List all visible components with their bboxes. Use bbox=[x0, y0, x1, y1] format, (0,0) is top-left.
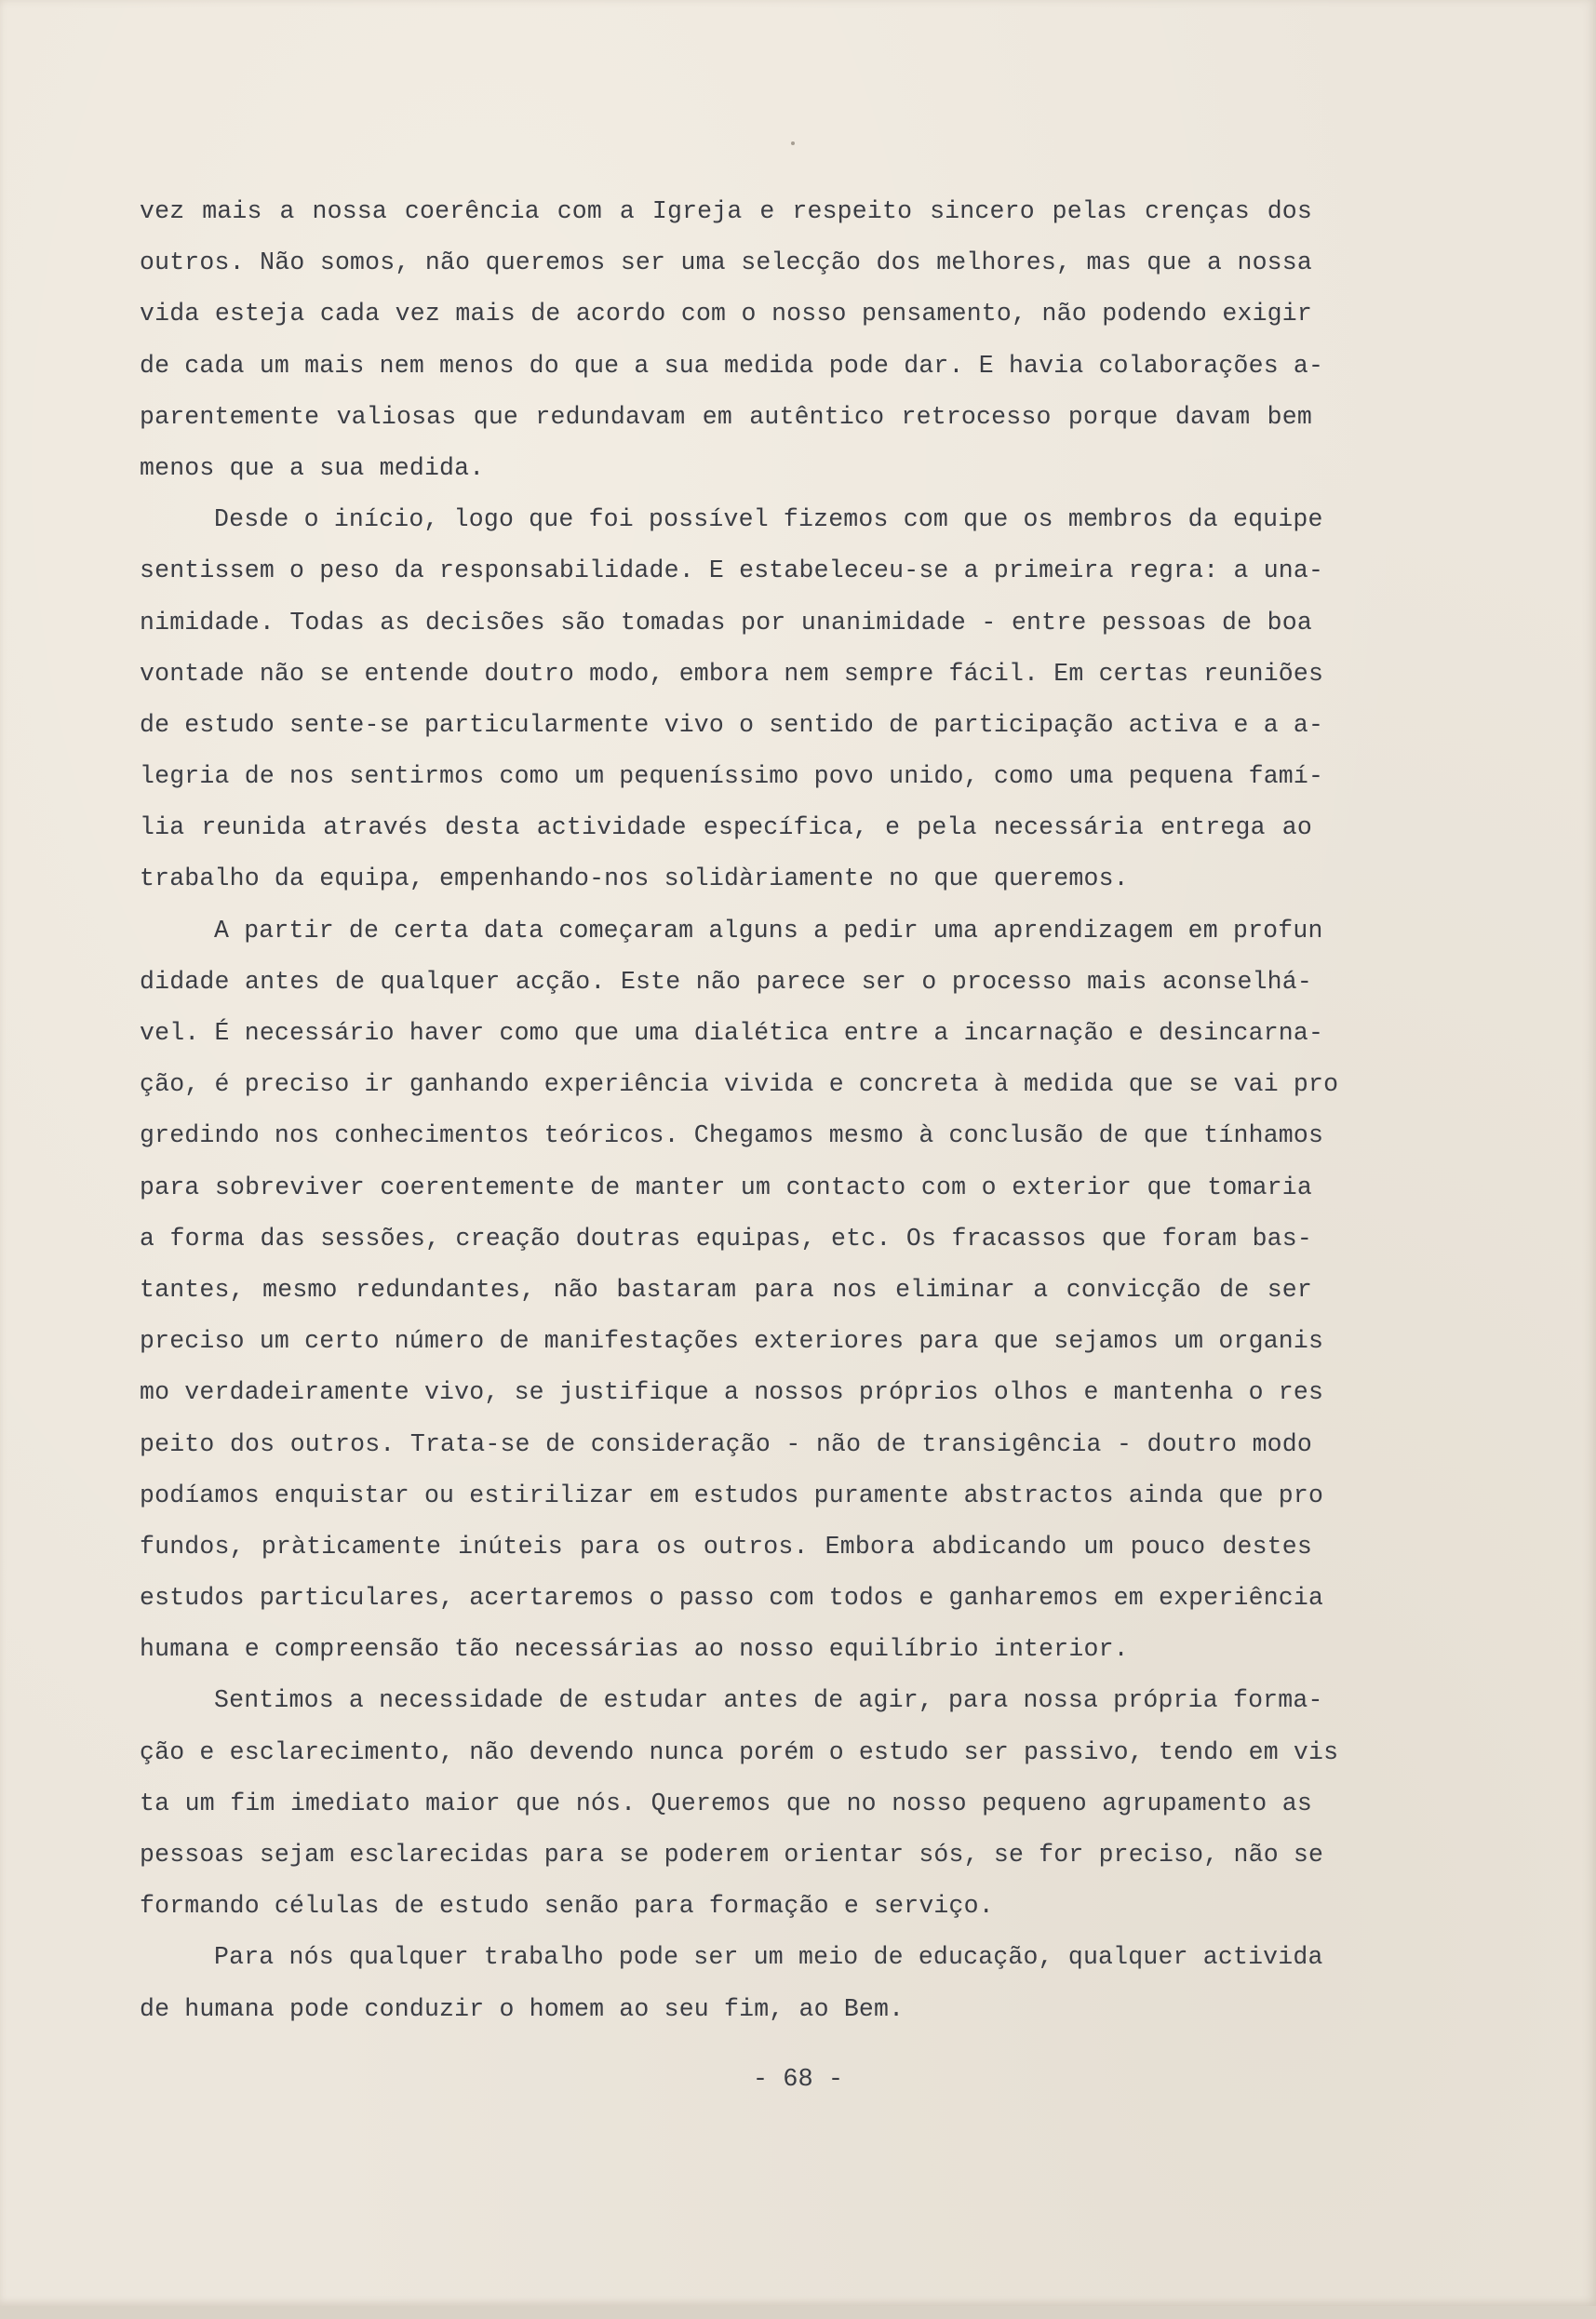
text-line: estudos particulares, acertaremos o passo com todos e ganharemos em experiência bbox=[140, 1584, 1324, 1613]
text-line: parentemente valiosas que redundavam em autêntico retrocesso porque davam bem bbox=[140, 402, 1312, 431]
text-line: de estudo sente-se particularmente vivo o sentido de participação activa e a a- bbox=[140, 710, 1324, 739]
text-line: mo verdadeiramente vivo, se justifique a nossos próprios olhos e mantenha o res bbox=[140, 1378, 1324, 1407]
text-line: humana e compreensão tão necessárias ao nosso equilíbrio interior. bbox=[140, 1635, 1129, 1664]
text-line: pessoas sejam esclarecidas para se poderem orientar sós, se for preciso, não se bbox=[140, 1841, 1324, 1869]
text-line: de cada um mais nem menos do que a sua medida pode dar. E havia colaborações a- bbox=[140, 351, 1324, 380]
text-line: podíamos enquistar ou estirilizar em estudos puramente abstractos ainda que pro bbox=[140, 1481, 1324, 1509]
text-line: didade antes de qualquer acção. Este não parece ser o processo mais aconselhá- bbox=[140, 967, 1312, 996]
text-line: nimidade. Todas as decisões são tomadas por unanimidade - entre pessoas de boa bbox=[140, 608, 1312, 637]
text-line: Sentimos a necessidade de estudar antes de agir, para nossa própria forma- bbox=[214, 1686, 1323, 1715]
text-line: Para nós qualquer trabalho pode ser um meio de educação, qualquer activida bbox=[214, 1943, 1323, 1972]
text-line: fundos, pràticamente inúteis para os outros. Embora abdicando um pouco destes bbox=[140, 1532, 1312, 1561]
text-line: para sobreviver coerentemente de manter um contacto com o exterior que tomaria bbox=[140, 1173, 1312, 1201]
text-line: vontade não se entende doutro modo, embora nem sempre fácil. Em certas reuniões bbox=[140, 659, 1324, 688]
text-line: A partir de certa data começaram alguns a pedir uma aprendizagem em profun bbox=[214, 916, 1323, 945]
text-line: menos que a sua medida. bbox=[140, 453, 485, 482]
text-line: Desde o início, logo que foi possível fizemos com que os membros da equipe bbox=[214, 505, 1323, 534]
text-line: gredindo nos conhecimentos teóricos. Chegamos mesmo à conclusão de que tínhamos bbox=[140, 1121, 1324, 1150]
text-line: de humana pode conduzir o homem ao seu fim, ao Bem. bbox=[140, 1994, 905, 2023]
paper-speck bbox=[791, 141, 795, 145]
body-text bbox=[140, 186, 1339, 2035]
text-line: outros. Não somos, não queremos ser uma selecção dos melhores, mas que a nossa bbox=[140, 248, 1312, 277]
text-line: peito dos outros. Trata-se de consideração - não de transigência - doutro modo bbox=[140, 1429, 1312, 1458]
text-line: sentissem o peso da responsabilidade. E estabeleceu-se a primeira regra: a una- bbox=[140, 556, 1324, 585]
text-line: legria de nos sentirmos como um pequeníssimo povo unido, como uma pequena famí- bbox=[140, 762, 1324, 791]
text-line: ta um fim imediato maior que nós. Queremos que no nosso pequeno agrupamento as bbox=[140, 1789, 1312, 1817]
text-line: ção, é preciso ir ganhando experiência vivida e concreta à medida que se vai pro bbox=[140, 1070, 1339, 1099]
text-line: a forma das sessões, creação doutras equipas, etc. Os fracassos que foram bas- bbox=[140, 1224, 1312, 1253]
text-line: preciso um certo número de manifestações exteriores para que sejamos um organis bbox=[140, 1327, 1324, 1356]
page-number: - 68 - bbox=[752, 2066, 844, 2094]
text-line: tantes, mesmo redundantes, não bastaram para nos eliminar a convicção de ser bbox=[140, 1275, 1312, 1304]
text-line: vez mais a nossa coerência com a Igreja e respeito sincero pelas crenças dos bbox=[140, 197, 1312, 225]
text-line: ção e esclarecimento, não devendo nunca porém o estudo ser passivo, tendo em vis bbox=[140, 1737, 1339, 1766]
text-line: vida esteja cada vez mais de acordo com o nosso pensamento, não podendo exigir bbox=[140, 300, 1312, 328]
text-line: formando células de estudo senão para formação e serviço. bbox=[140, 1892, 994, 1921]
text-line: trabalho da equipa, empenhando-nos solidàriamente no que queremos. bbox=[140, 865, 1129, 893]
text-line: vel. É necessário haver como que uma dialética entre a incarnação e desincarna- bbox=[140, 1019, 1324, 1047]
text-line: lia reunida através desta actividade específica, e pela necessária entrega ao bbox=[140, 813, 1312, 842]
